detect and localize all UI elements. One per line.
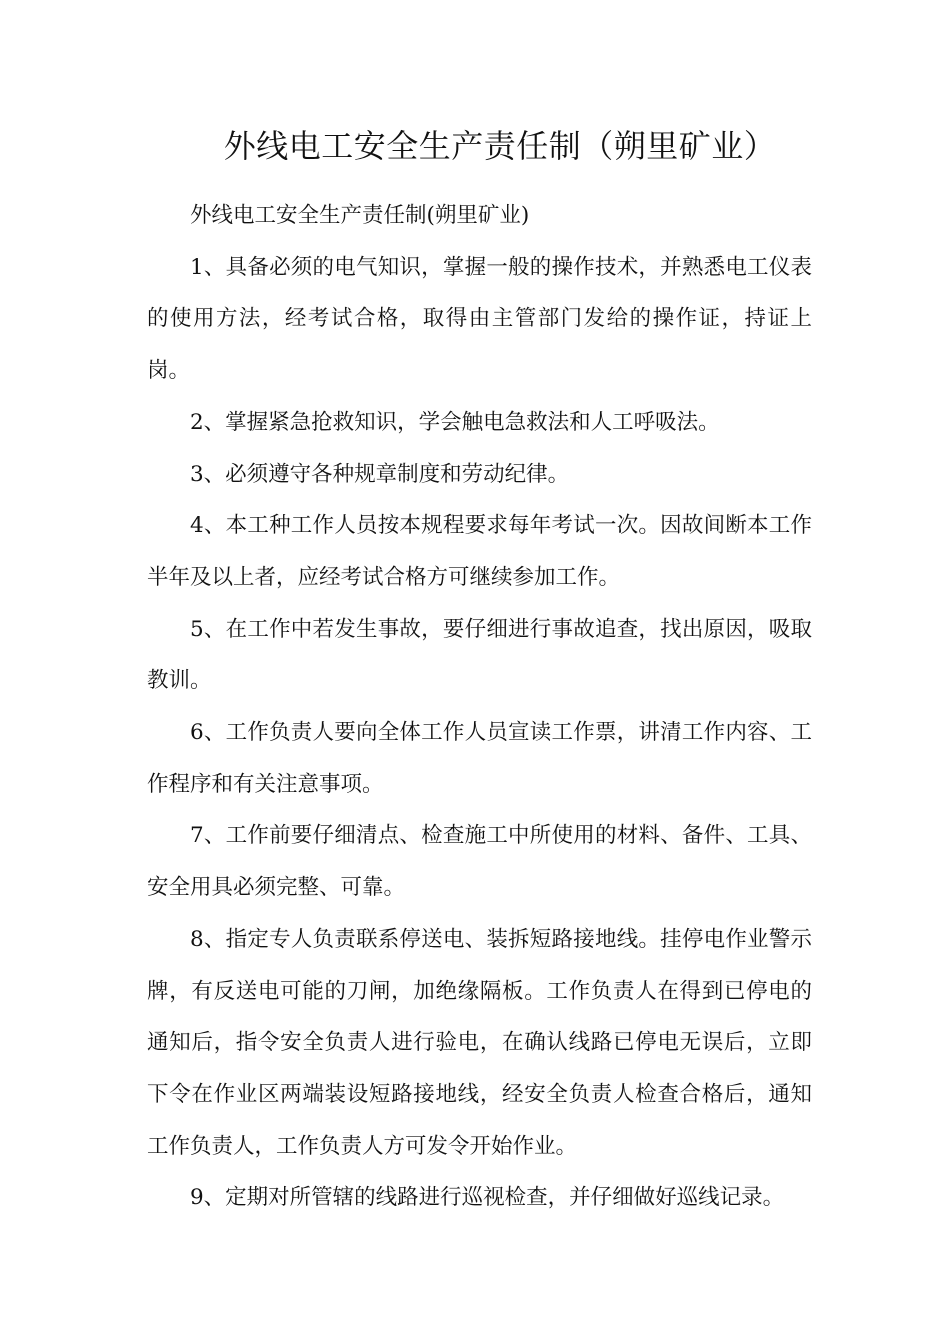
paragraph-6: 6、工作负责人要向全体工作人员宣读工作票，讲清工作内容、工作程序和有关注意事项。: [147, 720, 812, 797]
document-title: 外线电工安全生产责任制（朔里矿业）: [223, 127, 777, 165]
document-body: [147, 190, 812, 1224]
paragraph-5: 5、在工作中若发生事故，要仔细进行事故追查，找出原因，吸取教训。: [147, 616, 812, 694]
paragraph-2: 2、掌握紧急抢救知识，学会触电急救法和人工呼吸法。: [190, 409, 720, 435]
paragraph-8: 8、指定专人负责联系停送电、装拆短路接地线。挂停电作业警示牌，有反送电可能的刀闸，加绝缘隔板。工作负责人在得到已停电的通知后，指令安全负责人进行验电，在确认线路已停电无误后，立即下令在作业区两端装设短路接地线，经安全负责人检查合格后，通知工作负责人，工作负责人方可发令开始作业。: [147, 926, 812, 1159]
subtitle-paragraph: 外线电工安全生产责任制(朔里矿业): [190, 203, 530, 228]
paragraph-9: 9、定期对所管辖的线路进行巡视检查，并仔细做好巡线记录。: [190, 1185, 785, 1211]
paragraph-3: 3、必须遵守各种规章制度和劳动纪律。: [190, 461, 570, 487]
paragraph-1: 1、具备必须的电气知识，掌握一般的操作技术，并熟悉电工仪表的使用方法，经考试合格，取得由主管部门发给的操作证，持证上岗。: [147, 254, 812, 384]
paragraph-4: 4、本工种工作人员按本规程要求每年考试一次。因故间断本工作半年及以上者，应经考试合格方可继续参加工作。: [147, 513, 812, 590]
paragraph-7: 7、工作前要仔细清点、检查施工中所使用的材料、备件、工具、安全用具必须完整、可靠。: [147, 823, 812, 901]
